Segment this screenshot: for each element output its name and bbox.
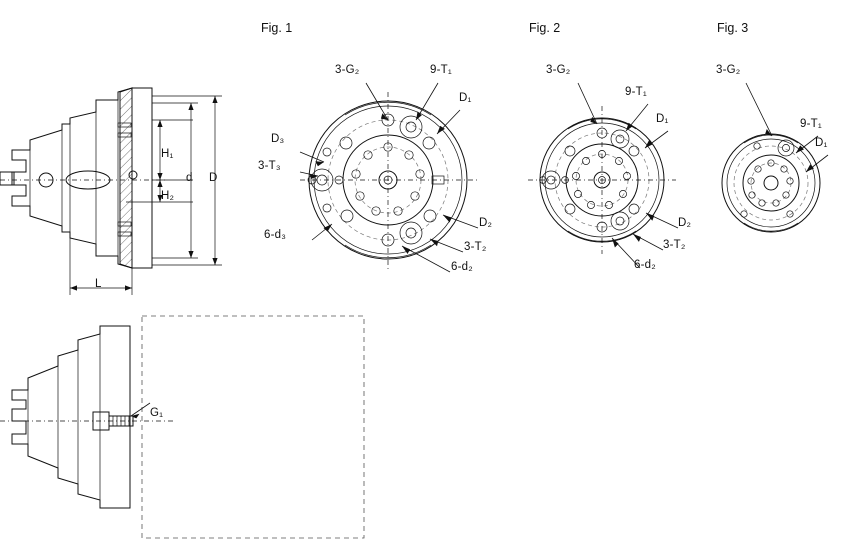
fig2-label-D1: D₁ <box>656 113 669 125</box>
dimension-label-d: d <box>186 172 193 184</box>
dimension-label-D: D <box>209 172 218 184</box>
figure-title-fig2: Fig. 2 <box>529 21 561 35</box>
fig1-label-3-G2: 3-G₂ <box>335 64 360 76</box>
fig3-label-3-G2: 3-G₂ <box>716 64 741 76</box>
figure-title-fig3: Fig. 3 <box>717 21 749 35</box>
fig1-label-D2: D₂ <box>479 217 493 229</box>
fig2-label-6-d2: 6-d₂ <box>634 259 656 271</box>
fig3-label-D1: D₁ <box>815 137 828 149</box>
figure-title-fig1: Fig. 1 <box>261 21 293 35</box>
bottom-view-assembly <box>0 316 364 538</box>
fig1-label-6-d2: 6-d₂ <box>451 261 473 273</box>
label-G1: G₁ <box>150 407 164 419</box>
fig1-label-D3: D₃ <box>271 133 285 145</box>
fig2-label-3-T2: 3-T₂ <box>663 239 686 251</box>
fig1-label-6-d3: 6-d₃ <box>264 229 287 241</box>
fig2-label-D2: D₂ <box>678 217 692 229</box>
fig1-label-3-T3: 3-T₃ <box>258 160 281 172</box>
fig1-label-3-T2: 3-T₂ <box>464 241 487 253</box>
fig1-face-view <box>300 83 478 272</box>
fig1-label-9-T1: 9-T₁ <box>430 64 452 76</box>
dimension-label-H2: H₂ <box>161 190 175 202</box>
fig2-label-3-G2: 3-G₂ <box>546 64 571 76</box>
fig3-label-9-T1: 9-T₁ <box>800 118 822 130</box>
fig2-label-9-T1: 9-T₁ <box>625 86 647 98</box>
fig3-face-view <box>722 83 828 232</box>
dimension-label-L: L <box>95 278 102 290</box>
side-view-assembly <box>0 88 222 295</box>
fig2-face-view <box>528 83 678 268</box>
fig1-label-D1: D₁ <box>459 92 472 104</box>
dimension-label-H1: H₁ <box>161 148 174 160</box>
